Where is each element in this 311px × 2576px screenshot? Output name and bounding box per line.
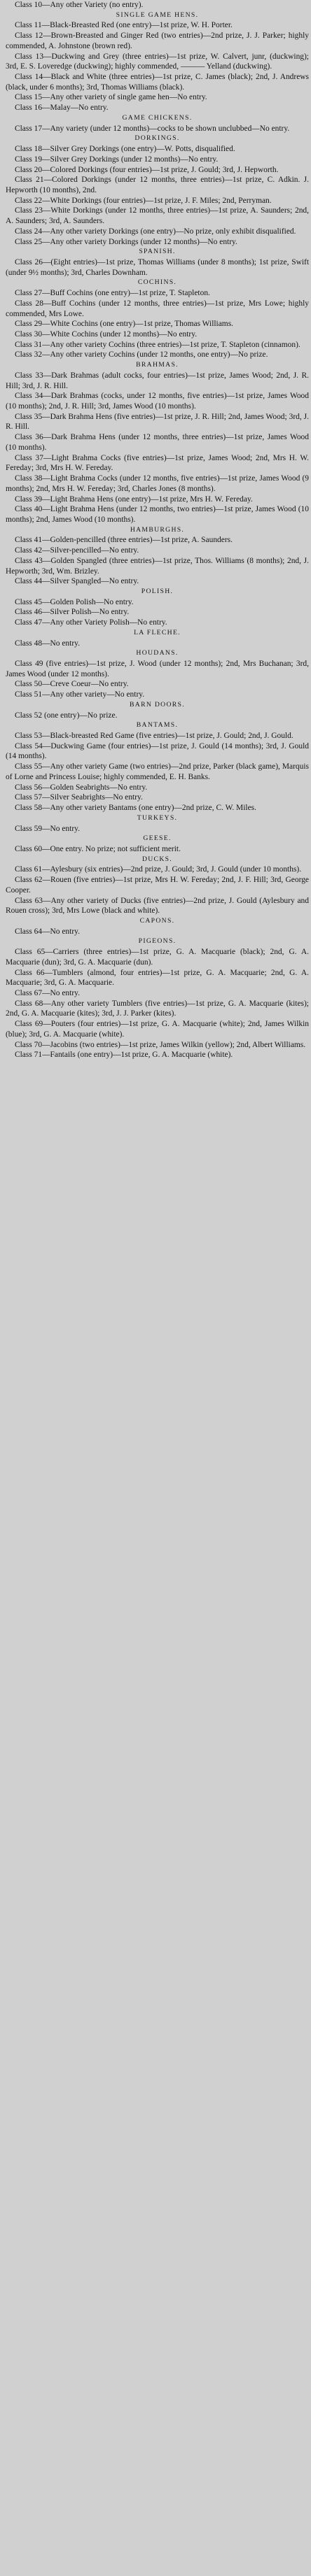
class-entry: Class 13—Duckwing and Grey (three entries)—1st prize, W. Calvert, junr, (duckwing); 3rd, E. S. Loveredge (duckwing); highly commended, ——— Yelland (duckwing). — [6, 52, 309, 71]
class-entry: Class 42—Silver-pencilled—No entry. — [15, 546, 139, 555]
class-entry: Class 50—Creve Coeur—No entry. — [15, 680, 129, 689]
class-entry: Class 38—Light Brahma Cocks (under 12 months, five entries)—1st prize, James Wood (9 months); 2nd, Mrs H. W. Fereday; 3rd, Charles Jones (8 months). — [6, 474, 309, 493]
section-heading: COCHINS. — [137, 278, 177, 287]
section-heading: SPANISH. — [139, 248, 176, 256]
class-entry: Class 51—Any other variety—No entry. — [15, 690, 145, 699]
class-entry: Class 32—Any other variety Cochins (under 12 months, one entry)—No prize. — [15, 350, 268, 360]
class-entry: Class 26—(Eight entries)—1st prize, Thomas Williams (under 8 months); 1st prize, Swift (under 9½ months); 3rd, Charles Downham. — [6, 257, 309, 277]
section-heading: CAPONS. — [139, 916, 175, 925]
class-entry: Class 60—One entry. No prize; not sufficient merit. — [15, 844, 181, 853]
section-heading: GEESE. — [143, 834, 172, 843]
class-entry: Class 16—Malay—No entry. — [15, 104, 109, 113]
class-entry: Class 25—Any other variety Dorkings (under 12 months)—No entry. — [15, 237, 237, 246]
section-heading: BARN DOORS. — [130, 700, 185, 709]
class-entry: Class 59—No entry. — [15, 824, 80, 833]
class-entry: Class 30—White Cochins (under 12 months)—No entry. — [15, 330, 198, 339]
section-heading: BRAHMAS. — [136, 361, 179, 369]
class-entry: Class 65—Carriers (three entries)—1st prize, G. A. Macquarie (black); 2nd, G. A. Macquarie (dun); 3rd, G. A. Macquarie (dun). — [6, 948, 309, 967]
class-entry: Class 11—Black-Breasted Red (one entry)—1st prize, W. H. Porter. — [15, 21, 233, 30]
class-entry: Class 23—White Dorkings (under 12 months, three entries)—1st prize, A. Saunders; 2nd, A. Saunders; 3rd, A. Saunders. — [6, 206, 309, 226]
class-entry: Class 31—Any other variety Cochins (three entries)—1st prize, T. Stapleton (cinnamon). — [15, 340, 300, 349]
class-entry: Class 10—Any other Variety (no entry). — [15, 1, 144, 9]
class-entry: Class 66—Tumblers (almond, four entries)—1st prize, G. A. Macquarie; 2nd, G. A. Macquarie; 3rd, G. A. Macquarie. — [6, 968, 309, 988]
class-entry: Class 34—Dark Brahmas (cocks, under 12 months, five entries)—1st prize, James Wood (10 months); 2nd, J. R. Hill; 3rd, James Wood (10 months). — [6, 392, 309, 411]
class-entry: Class 54—Duckwing Game (four entries)—1st prize, J. Gould (14 months); 3rd, J. Gould (14 months). — [6, 741, 309, 761]
class-entry: Class 14—Black and White (three entries)—1st prize, C. James (black); 2nd, J. Andrews (black, under 6 months); 3rd, Thomas Williams (black). — [6, 73, 309, 92]
class-entry: Class 71—Fantails (one entry)—1st prize, G. A. Macquarie (white). — [15, 1051, 233, 1060]
class-entry: Class 22—White Dorkings (four entries)—1st prize, J. F. Miles; 2nd, Perryman. — [15, 196, 272, 205]
class-entry: Class 27—Buff Cochins (one entry)—1st prize, T. Stapleton. — [15, 289, 210, 298]
class-entry: Class 40—Light Brahma Hens (under 12 months, two entries)—1st prize, James Wood (10 months); 2nd, James Wood (10 months). — [6, 505, 309, 524]
class-entry: Class 62—Rouen (five entries)—1st prize, Mrs H. W. Fereday; 2nd, J. F. Hill; 3rd, George Cooper. — [6, 876, 309, 895]
class-entry: Class 61—Aylesbury (six entries)—2nd prize, J. Gould; 3rd, J. Gould (under 10 months). — [15, 865, 302, 874]
class-entry: Class 18—Silver Grey Dorkings (one entry)—W. Potts, disqualified. — [15, 145, 235, 154]
class-entry: Class 43—Golden Spangled (three entries)—1st prize, Thos. Williams (8 months); 2nd, J. Hepworth; 3rd, Wm. Brizley. — [6, 556, 309, 576]
section-heading: DUCKS. — [141, 855, 173, 863]
class-entry: Class 55—Any other variety Game (two entries)—2nd prize, Parker (black game), Marquis of Lorne and Princess Louise; highly commended, E. H. Banks. — [6, 762, 309, 781]
class-entry: Class 63—Any other variety of Ducks (five entries)—2nd prize, J. Gould (Aylesbury and Rouen cross); 3rd, Mrs Lowe (black and white). — [6, 896, 309, 916]
class-entry: Class 52 (one entry)—No prize. — [15, 711, 118, 720]
class-entry: Class 64—No entry. — [15, 927, 80, 936]
class-entry: Class 70—Jacobins (two entries)—1st prize, James Wilkin (yellow); 2nd, Albert Williams. — [15, 1040, 306, 1049]
section-heading: PIGEONS. — [138, 937, 177, 946]
section-heading: LA FLECHE. — [134, 628, 181, 636]
class-entry: Class 24—Any other variety Dorkings (one entry)—No prize, only exhibit disqualified. — [15, 227, 296, 236]
class-entry: Class 29—White Cochins (one entry)—1st prize, Thomas Williams. — [15, 320, 234, 329]
class-entry: Class 53—Black-breasted Red Game (five entries)—1st prize, J. Gould; 2nd, J. Gould. — [15, 732, 293, 741]
section-heading: GAME CHICKENS. — [122, 113, 193, 122]
class-entry: Class 37—Light Brahma Cocks (five entries)—1st prize, James Wood; 2nd, Mrs H. W. Fereday; 3rd, Mrs H. W. Fereday. — [6, 453, 309, 473]
class-entry: Class 49 (five entries)—1st prize, J. Wood (under 12 months); 2nd, Mrs Buchanan; 3rd, James Wood (under 12 months). — [6, 660, 309, 678]
class-entry: Class 35—Dark Brahma Hens (five entries)—1st prize, J. R. Hill; 2nd, James Wood; 3rd, J. R. Hill. — [6, 412, 309, 432]
class-entry: Class 41—Golden-pencilled (three entries)—1st prize, A. Saunders. — [15, 536, 233, 545]
section-heading: HOUDANS. — [136, 649, 179, 657]
class-entry: Class 58—Any other variety Bantams (one entry)—2nd prize, C. W. Miles. — [15, 804, 256, 813]
section-heading: BANTAMS. — [136, 721, 179, 730]
class-entry: Class 19—Silver Grey Dorkings (under 12 months)—No entry. — [15, 155, 219, 164]
prize-list-column — [6, 0, 309, 1060]
section-heading: DORKINGS. — [134, 134, 180, 143]
section-heading: TURKEYS. — [137, 813, 178, 822]
class-entry: Class 36—Dark Brahma Hens (under 12 months, three entries)—1st prize, James Wood (10 months). — [6, 433, 309, 452]
class-entry: Class 17—Any variety (under 12 months)—cocks to be shown unclubbed—No entry. — [15, 124, 290, 133]
class-entry: Class 48—No entry. — [15, 639, 80, 648]
class-entry: Class 33—Dark Brahmas (adult cocks, four entries)—1st prize, James Wood; 2nd, J. R. Hill; 3rd, J. R. Hill. — [6, 371, 309, 390]
class-entry: Class 44—Silver Spangled—No entry. — [15, 577, 139, 586]
class-entry: Class 57—Silver Seabrights—No entry. — [15, 793, 143, 802]
class-entry: Class 45—Golden Polish—No entry. — [15, 597, 134, 606]
class-entry: Class 28—Buff Cochins (under 12 months, three entries)—1st prize, Mrs Lowe; highly commended, Mrs Lowe. — [6, 299, 309, 318]
section-heading: SINGLE GAME HENS. — [116, 10, 199, 19]
class-entry: Class 15—Any other variety of single game hen—No entry. — [15, 93, 207, 102]
class-entry: Class 47—Any other Variety Polish—No entry. — [15, 618, 167, 627]
class-entry: Class 21—Colored Dorkings (under 12 months, three entries)—1st prize, C. Adkin. J. Hepworth (10 months), 2nd. — [6, 176, 309, 194]
class-entry: Class 68—Any other variety Tumblers (five entries)—1st prize, G. A. Macquarie (kites); 2nd, G. A. Macquarie (kites); 3rd, J. J. Parker (kites). — [6, 999, 309, 1018]
class-entry: Class 56—Golden Seabrights—No entry. — [15, 783, 148, 792]
section-heading: POLISH. — [141, 587, 174, 595]
class-entry: Class 20—Colored Dorkings (four entries)—1st prize, J. Gould; 3rd, J. Hepworth. — [15, 165, 279, 174]
class-entry: Class 39—Light Brahma Hens (one entry)—1st prize, Mrs H. W. Fereday. — [15, 494, 253, 504]
section-heading: HAMBURGHS. — [130, 525, 185, 534]
class-entry: Class 67—No entry. — [15, 989, 80, 997]
class-entry: Class 12—Brown-Breasted and Ginger Red (two entries)—2nd prize, J. J. Parker; highly commended, A. Johnstone (brown red). — [6, 31, 309, 50]
class-entry: Class 46—Silver Polish—No entry. — [15, 608, 130, 617]
class-entry: Class 69—Pouters (four entries)—1st prize, G. A. Macquarie (white); 2nd, James Wilkin (blue); 3rd, G. A. Macquarie (white). — [6, 1020, 309, 1039]
